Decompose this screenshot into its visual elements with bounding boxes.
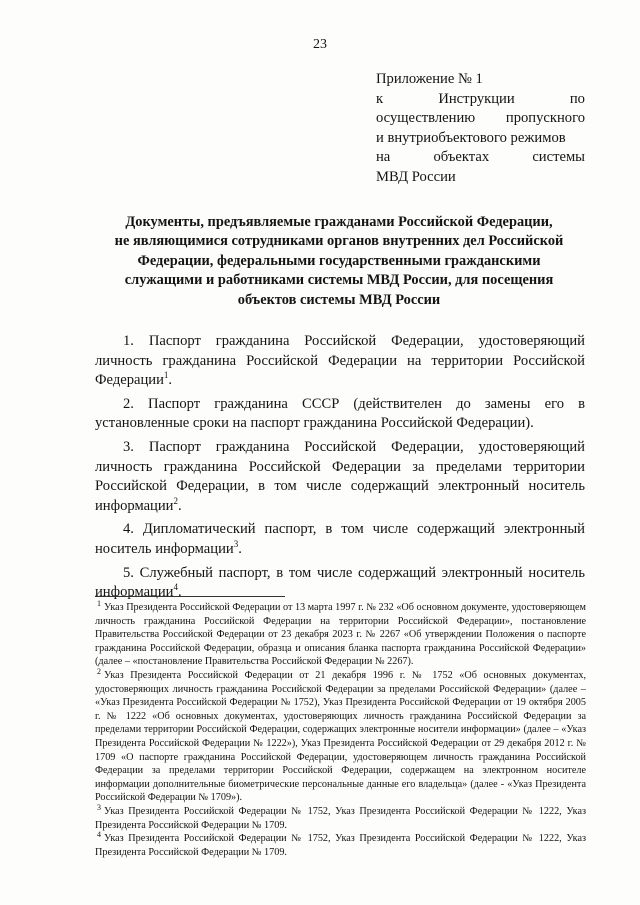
title-line: объектов системы МВД России [237, 291, 441, 308]
appendix-word: Инструкции [438, 90, 515, 107]
item-text: 3. Паспорт гражданина Российской Федерации, удостоверяющий личность гражданина Российской Федерации за пределами территории Российской Федерации, в том числе содержащий электронный носитель информации [95, 438, 585, 514]
appendix-word: по [569, 90, 585, 107]
appendix-word: Приложение № 1 [376, 71, 483, 87]
footnote-ref[interactable]: 1 [163, 370, 169, 381]
footnote-mark: 3 [97, 802, 101, 812]
footnote-mark: 4 [97, 829, 101, 839]
appendix-line [376, 109, 585, 129]
appendix-word: объектах [433, 149, 490, 166]
footnote [95, 829, 586, 859]
item-end: . [178, 497, 182, 514]
appendix-heading [376, 70, 585, 188]
appendix-word: на [376, 149, 391, 166]
footnote-text: Указ Президента Российской Федерации от 21 декабря 1996 г. № 1752 «Об основных документах, удостоверяющих личность гражданина Российской Федерации за пределами Российской Федерации» (далее – «Указ Президента Российской Федерации № 1752), Указ Президента Российской Федерации от 19 октября 2005 г. № 1222 «Об основных документах, удостоверяющих личность гражданина Российской Федерации за пределами территории Российской Федерации, содержащих электронные носители информации» (далее – «Указ Президента Российской Федерации № 1222»), Указ Президента Российской Федерации от 29 декабря 2012 г. № 1709 «О паспорте гражданина Российской Федерации, удостоверяющем личность гражданина Российской Федерации за пределами территории Российской Федерации, содержащем на электронном носителе информации дополнительные биометрические персональные данные его владельца» (далее - «Указ Президента Российской Федерации № 1709»). [95, 669, 586, 804]
item-text: 4. Дипломатический паспорт, в том числе содержащий электронный носитель информации [95, 521, 585, 557]
appendix-line [376, 129, 585, 149]
title-line: служащими и работниками системы МВД России, для посещения [124, 272, 554, 289]
list-item [95, 395, 585, 434]
footnote-text: Указ Президента Российской Федерации № 1752, Указ Президента Российской Федерации № 1222, Указ Президента Российской Федерации № 1709. [95, 833, 586, 858]
list-item [95, 332, 585, 391]
item-end: . [168, 372, 173, 389]
appendix-line [376, 168, 585, 188]
appendix-line [376, 148, 585, 168]
item-end: . [238, 540, 242, 557]
title-line: не являющимися сотрудниками органов внутренних дел Российской [114, 233, 564, 250]
item-text: 1. Паспорт гражданина Российской Федерации, удостоверяющий личность гражданина Российской Федерации на территории Российской Федерации [95, 333, 585, 389]
document-list [95, 332, 585, 607]
list-item [95, 438, 585, 516]
item-text: 5. Служебный паспорт, в том числе содержащий электронный носитель информации [95, 564, 585, 601]
appendix-word: к [376, 90, 384, 107]
footnote [95, 598, 586, 669]
footnotes [95, 598, 586, 859]
list-item [95, 520, 585, 559]
page-number: 23 [313, 37, 327, 52]
footnote-ref[interactable]: 2 [173, 495, 178, 506]
footnote-text: Указ Президента Российской Федерации от 13 марта 1997 г. № 232 «Об основном документе, удостоверяющем личность гражданина Российской Федерации на территории Российской Федерации», постановление Правительства Российской Федерации от 23 декабря 2023 г. № 2267 «Об утверждении Положения о паспорте гражданина Российской Федерации, образца и описания бланка паспорта гражданина Российской Федерации» (далее – «постановление Правительства Российской Федерации № 2267). [95, 602, 586, 668]
appendix-word: пропускного [505, 110, 585, 127]
appendix-word: системы [532, 149, 585, 166]
appendix-word: МВД России [376, 168, 456, 185]
footnote-divider [95, 596, 285, 597]
footnote [95, 802, 586, 832]
document-title [90, 213, 588, 310]
appendix-word: осуществлению [376, 110, 476, 127]
appendix-line [376, 70, 585, 90]
item-text: 2. Паспорт гражданина СССР (действителен до замены его в установленные сроки на паспорт гражданина Российской Федерации). [95, 395, 585, 432]
footnote-mark: 2 [97, 666, 101, 676]
title-line: Документы, предъявляемые гражданами Российской Федерации, [125, 214, 553, 230]
footnote-ref[interactable]: 3 [233, 539, 239, 550]
footnote [95, 666, 586, 805]
title-line: Федерации, федеральными государственными гражданскими [137, 252, 541, 269]
item-end: . [178, 584, 182, 601]
footnote-mark: 1 [97, 598, 101, 608]
footnote-text: Указ Президента Российской Федерации № 1752, Указ Президента Российской Федерации № 1222, Указ Президента Российской Федерации № 1709. [95, 805, 586, 831]
appendix-word: и внутриобъектового режимов [376, 129, 566, 146]
footnote-ref[interactable]: 4 [173, 582, 178, 593]
appendix-line [376, 90, 585, 110]
